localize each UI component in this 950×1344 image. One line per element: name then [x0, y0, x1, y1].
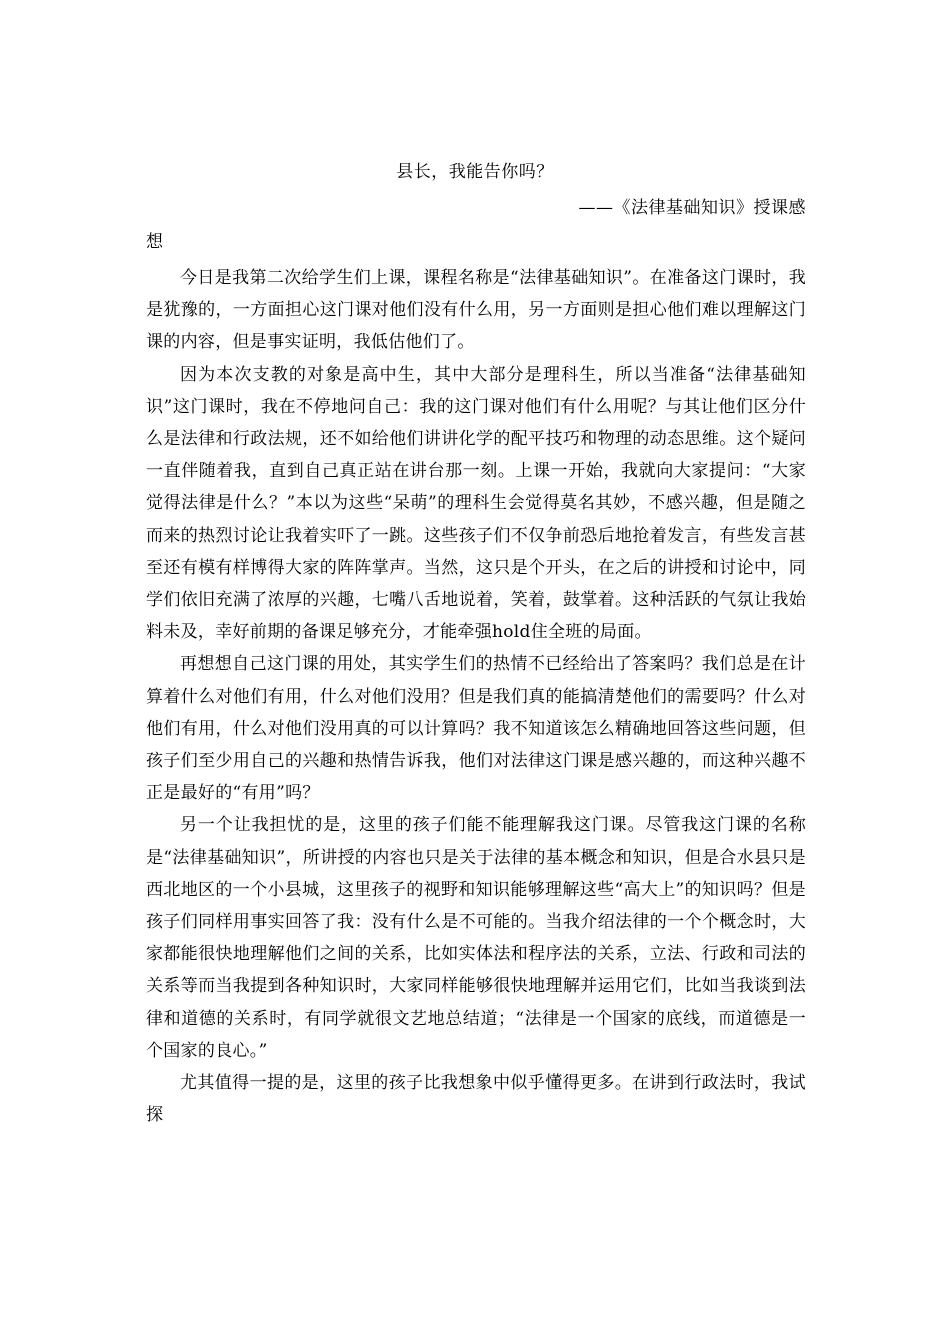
paragraph-4: 另一个让我担忧的是，这里的孩子们能不能理解我这门课。尽管我这门课的名称是“法律基础知识”，所讲授的内容也只是关于法律的基本概念和知识，但是合水县只是西北地区的一个小县城，这里孩子的视野和知识能够理解这些“高大上”的知识吗？但是孩子们同样用事实回答了我：没有什么是不可能的。当我介绍法律的一个个概念时，大家都能很快地理解他们之间的关系，比如实体法和程序法的关系，立法、行政和司法的关系等而当我提到各种知识时，大家同样能够很快地理解并运用它们，比如当我谈到法律和道德的关系时，有同学就很文艺地总结道；“法律是一个国家的底线，而道德是一个国家的良心。”: [146, 815, 806, 1061]
paragraph-1: 今日是我第二次给学生们上课，课程名称是“法律基础知识”。在准备这门课时，我是犹豫的，一方面担心这门课对他们没有什么用，另一方面则是担心他们难以理解这门课的内容，但是事实证明，我低估他们了。: [146, 268, 806, 353]
paragraph-5: 尤其值得一提的是，这里的孩子比我想象中似乎懂得更多。在讲到行政法时，我试探: [146, 1073, 806, 1126]
paragraph-2: 因为本次支教的对象是高中生，其中大部分是理科生，所以当准备“法律基础知识”这门课时，我在不停地问自己：我的这门课对他们有什么用呢？与其让他们区分什么是法律和行政法规，还不如给他们讲讲化学的配平技巧和物理的动态思维。这个疑问一直伴随着我，直到自己真正站在讲台那一刻。上课一开始，我就向大家提问：“大家觉得法律是什么？”本以为这些“呆萌”的理科生会觉得莫名其妙，不感兴趣，但是随之而来的热烈讨论让我着实吓了一跳。这些孩子们不仅争前恐后地抢着发言，有些发言甚至还有模有样博得大家的阵阵掌声。当然，这只是个开头，在之后的讲授和讨论中，同学们依旧充满了浓厚的兴趣，七嘴八舌地说着，笑着，鼓掌着。这种活跃的气氛让我始料未及，幸好前期的备课足够充分，才能牵强hold住全班的局面。: [146, 364, 806, 643]
paragraph-3: 再想想自己这门课的用处，其实学生们的热情不已经给出了答案吗？我们总是在计算着什么对他们有用，什么对他们没用？但是我们真的能搞清楚他们的需要吗？什么对他们有用，什么对他们没用真的可以计算吗？我不知道该怎么精确地回答这些问题，但孩子们至少用自己的兴趣和热情告诉我，他们对法律这门课是感兴趣的，而这种兴趣不正是最好的“有用”吗？: [146, 654, 806, 804]
document-subtitle-continuation: 想: [146, 232, 163, 252]
document-subtitle: ——《法律基础知识》授课感: [578, 198, 806, 218]
document-title: 县长，我能告你吗？: [396, 162, 554, 182]
document-body: [146, 262, 806, 1131]
